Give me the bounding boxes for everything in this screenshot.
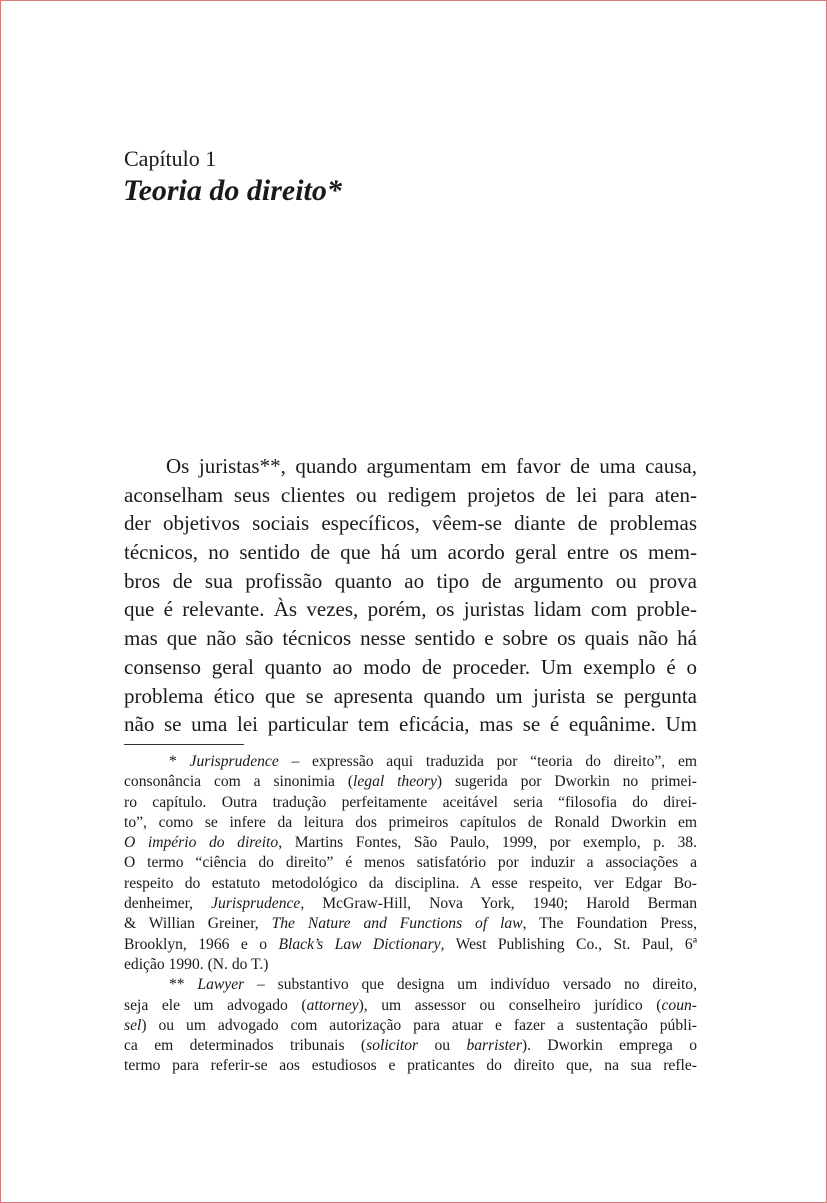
chapter-label: Capítulo 1 xyxy=(124,146,217,171)
body-line: técnicos, no sentido de que há um acordo geral entre os mem- xyxy=(124,540,697,565)
footnote-line: sel) ou um advogado com autorização para atuar e fazer a sustentação públi- xyxy=(124,1016,697,1034)
body-line: não se uma lei particular tem eficácia, mas se é equânime. Um xyxy=(124,712,697,737)
footnote-line: Brooklyn, 1966 e o Black’s Law Dictionary, West Publishing Co., St. Paul, 6ª xyxy=(124,935,697,953)
footnote-line: O império do direito, Martins Fontes, São Paulo, 1999, por exemplo, p. 38. xyxy=(124,834,697,852)
footnote-line: consonância com a sinonimia (legal theory) sugerida por Dworkin no primei- xyxy=(124,773,697,791)
body-line: bros de sua profissão quanto ao tipo de argumento ou prova xyxy=(124,568,697,593)
footnote-line: termo para referir-se aos estudiosos e praticantes do direito que, na sua refle- xyxy=(124,1057,697,1075)
footnote-line: edição 1990. (N. do T.) xyxy=(124,955,269,973)
footnote-line: O termo “ciência do direito” é menos satisfatório por induzir a associações a xyxy=(124,854,697,872)
body-line: der objetivos sociais específicos, vêem-se diante de problemas xyxy=(124,511,697,536)
body-paragraph xyxy=(124,452,697,739)
body-line: que é relevante. Às vezes, porém, os juristas lidam com proble- xyxy=(124,597,697,622)
footnote-line: ** Lawyer – substantivo que designa um indivíduo versado no direito, xyxy=(169,976,697,994)
chapter-title: Teoria do direito* xyxy=(123,174,342,207)
body-line: consenso geral quanto ao modo de proceder. Um exemplo é o xyxy=(124,654,697,679)
footnotes xyxy=(124,752,697,1077)
body-line: mas que não são técnicos nesse sentido e sobre os quais não há xyxy=(124,626,697,651)
footnote-line: denheimer, Jurisprudence, McGraw-Hill, Nova York, 1940; Harold Berman xyxy=(124,895,697,913)
footnote-line: respeito do estatuto metodológico da disciplina. A esse respeito, ver Edgar Bo- xyxy=(124,874,697,892)
footnote-line: ro capítulo. Outra tradução perfeitamente aceitável seria “filosofia do direi- xyxy=(124,793,697,811)
footnote-line: ca em determinados tribunais (solicitor ou barrister). Dworkin emprega o xyxy=(124,1037,698,1055)
body-line: aconselham seus clientes ou redigem projetos de lei para aten- xyxy=(124,482,697,507)
footnote-line: seja ele um advogado (attorney), um assessor ou conselheiro jurídico (coun- xyxy=(124,996,697,1014)
body-line: Os juristas**, quando argumentam em favor de uma causa, xyxy=(166,454,697,478)
footnote-line: & Willian Greiner, The Nature and Functions of law, The Foundation Press, xyxy=(124,915,698,933)
body-line: problema ético que se apresenta quando um jurista se pergunta xyxy=(124,683,697,708)
footnote-line: * Jurisprudence – expressão aqui traduzida por “teoria do direito”, em xyxy=(169,753,697,770)
footnote-line: to”, como se infere da leitura dos primeiros capítulos de Ronald Dworkin em xyxy=(124,813,697,831)
footnote-separator xyxy=(124,744,244,745)
